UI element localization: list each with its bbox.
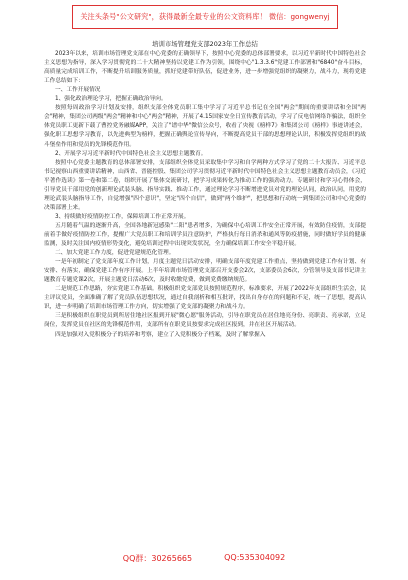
paragraph-list <box>44 50 366 340</box>
watermark-banner: 关注头条号"公文研究"，获得最新全最专业的公文资料库！ 微信：gongwenyj <box>72 5 338 29</box>
paragraph: 五月随着气温的逐渐升高，全国各地新冠感染"二阳"患者增多，为确保中心培训工作安全正常开展，有效防住疫情，支部提前着手做好疫情防控工作，提醒广大党员职工和培训学员注意防护，严格执行每日消杀和通风等防疫措施，同时做好学员的健康监测，及时关注国内疫情形势变化，避免培训过程中出现突发状况，全力确保培训工作安全平稳开展。 <box>44 222 366 248</box>
footer-contact <box>0 553 408 567</box>
paragraph: 2023年以来，培训市场管理党支部在中心党委的正确领导下，按照中心党委的总体部署要求，以习近平新时代中国特色社会主义思想为指导，深入学习贯彻党的二十大精神坚持以党建工作为引领，围绕中心"1.3.3.6"党建工作部署和"6840"奋斗目标，高质量完成培训工作，不断提升培训服务质量，抓好党建带好队伍，促进业务，进一步增强党组织的凝聚力，战斗力，现将党建工作总结如下： <box>44 51 366 85</box>
paragraph: 四是加强对入党积极分子的培养和考察，建立了入党积极分子档案，及时了解掌握入 <box>55 331 266 338</box>
paragraph: 按照每周政治学习计划及安排，组织支部全体党员职工集中学习了习近平总书记在全国"两会"期间的重要讲话和全国"两会"精神，集团公司两级"两会"精神和中心"两会"精神，开展了4.15国家安全日宣传教育活动，学习了反电信网络诈骗法，组织全体党员职工更新下载了曹控党务融媒APP，关注了"谱中华"微信公众号，收看了央视《榜样7》和集团公司《榜样》事迹讲述会，强化职工思想学习教育，以先进典型为榜样，把握正确舆论宣传导向，不断提高党员干部的思想理论认识，积极发挥党组织的战斗堡垒作用和党员的先锋模范作用。 <box>44 105 366 148</box>
paragraph: 二、加大党建工作力度，促进党建规范化管理。 <box>55 250 175 257</box>
paragraph: 按照中心党委主题教育的总体部署安排，支部组织全体党员采取集中学习和自学两种方式学习了党的二十大报告、习近平总书记视察山西重要讲话精神，山西省、晋能控股、集团公司学习贯彻习近平新时代中国特色社会主义思想主题教育动员会，《习近平著作选读》第一卷和第二卷，组织开展了集体交流研讨，把学习成果转化为推动工作的强劲动力。专题研讨和学习心得体会，引导党员干部用党的创新理论武装头脑、指导实践、推动工作，通过理论学习不断增进党员对党的理论认同，政治认同，用党的理论武装头脑指导工作，自觉增强"四个意识"，坚定"四个自信"，做到"两个维护"，把思想和行动统一到集团公司和中心党委的决策部署上来。 <box>44 159 366 211</box>
paragraph: 一、工作开展情况 <box>55 87 101 94</box>
paragraph: 三是积极组织在职党员到所居住地社区报到开展"微心愿"服务活动，引导在职党员在居住地亮身份、亮职责、亮承诺，立足岗位，发挥党员在社区的先锋模范作用，支部所有在职党员按要求完成社区报到，并在社区开展活动。 <box>44 313 366 329</box>
paragraph: 3、持续做好疫情防控工作，保障培训工作正常开展。 <box>55 213 190 220</box>
paragraph: 1、强化政治理论学习，把握正确政治导向。 <box>55 96 167 103</box>
paragraph: 2、开展学习习近平新时代中国特色社会主义思想主题教育。 <box>55 150 207 157</box>
paragraph: 二是规范工作思路，夯实党建工作基础。积极组织党支部党员按照规范程序，标准要求，开展了2022年支部组织生活会，民主评议党员，全面准确了解了党员队伍思想状况，通过自我剖析和相互批评，找出自身存在的问题和不足，统一了思想，提高认识，进一步明确了培训市场管理工作方向，切实增强了党支部的凝聚力和战斗力。 <box>44 286 366 311</box>
footer-qq-group: QQ群：30265665 <box>122 554 193 563</box>
document-title: 培训市场管理党支部2023年工作总结 <box>152 40 258 48</box>
footer-qq: QQ:535304092 <box>224 553 286 562</box>
paragraph: 一是年初制定了党支部年度工作计划，月度主题党日活动安排，明确支部年度党建工作重点，坚持做到党建工作有计划、有安排、有落实，确保党建工作有序开展。上半年培训市场管理党支部召开支委会2次，支部委员会6次，分管领导及支部书记讲主题教育专题党课2次，开展主题党日活动6次，及时收缴党费，做到党费缴纳规范。 <box>44 259 366 284</box>
document-body <box>44 40 366 548</box>
